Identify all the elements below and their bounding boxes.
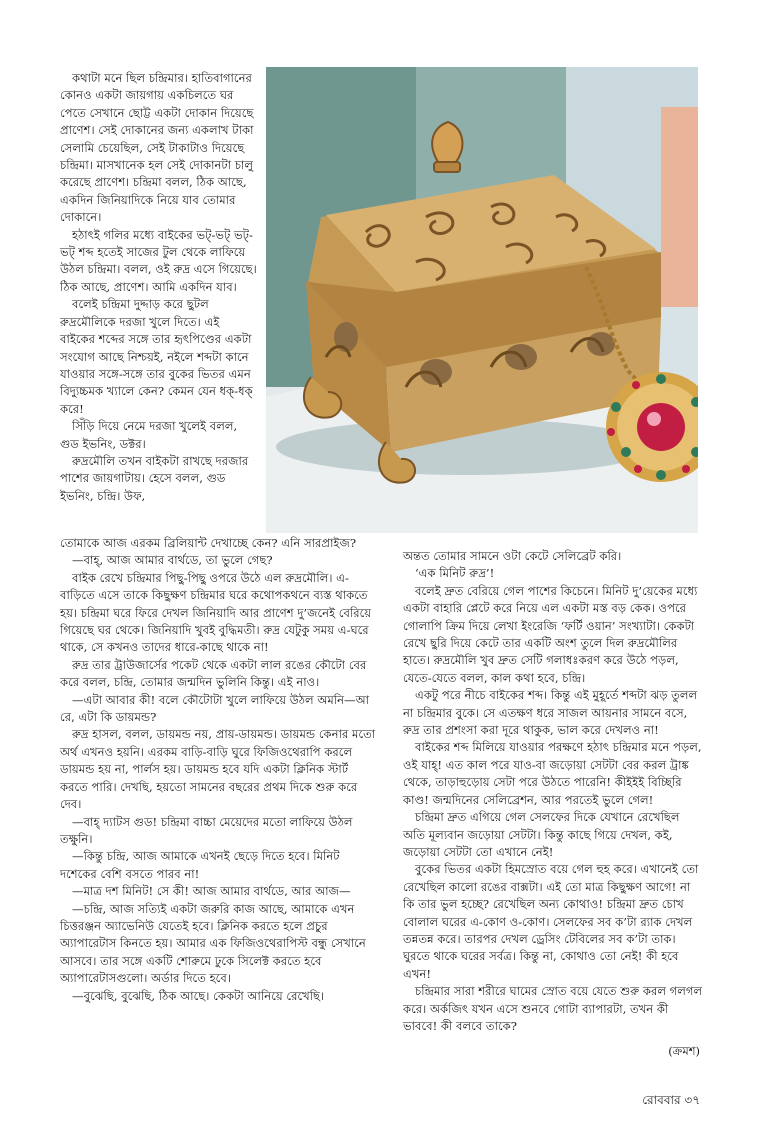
story-column-left-bottom — [60, 535, 378, 1005]
paragraph: একটু পরে নীচে বাইকের শব্দ। কিন্তু এই মুহূর্তে শব্দটা ঝড় তুলল না চন্দ্রিমার বুকে। সে এতক্ষণ ধরে সাজল আয়নার সামনে বসে, রুদ্র তার প্রশংসা করা দূরে থাকুক, ভাল করে দেখলও না! — [403, 688, 698, 738]
paragraph: বলেই দ্রুত বেরিয়ে গেল পাশের কিচেনে। মিনিট দু’য়েকের মধ্যে একটা বাহারি প্লেটে করে নিয়ে এল একটা মস্ত বড় কেক। ওপরে গোলাপি ক্রিম দিয়ে লেখা ইংরেজি ‘ফর্টি ওয়ান’ সংখ্যাটা। কেকটা রেখে ছুরি দিয়ে কেটে তার একটি অংশ তুলে দিল রুদ্রমৌলির হাতে। রুদ্রমৌলি খুব দ্রুত সেটি গলাধঃকরণ করে উঠে পড়ল, যেতে-যেতে বলল, কাল কথা হবে, চন্দ্রি। — [403, 583, 698, 685]
paragraph: —মাত্র দশ মিনিট! সে কী! আজ আমার বার্থডে, আর আজ— — [72, 884, 351, 899]
paragraph: —বাহ্‌, আজ আমার বার্থডে, তা ভুলে গেছ? — [72, 553, 273, 568]
paragraph: তোমাকে আজ এরকম ব্রিলিয়ান্ট দেখাচ্ছে কেন? এনি সারপ্রাইজ? — [60, 536, 357, 550]
paragraph: —এটা আবার কী! বলে কৌটোটা খুলে লাফিয়ে উঠল অমনি—আ রে, এটা কি ডায়মন্ড? — [60, 692, 370, 725]
paragraph: —বুঝেছি, বুঝেছি, ঠিক আছে। কেকটা আনিয়ে রেখেছি। — [72, 988, 325, 1003]
paragraph: অন্তত তোমার সামনে ওটা কেটে সেলিব্রেট করি। — [403, 549, 622, 563]
illustration-jewellery-box — [266, 67, 698, 533]
paragraph: বলেই চন্দ্রিমা দুদ্দাড় করে ছুটল রুদ্রমৌলিকে দরজা খুলে দিতে। এই বাইকের শব্দের সঙ্গে তার হৃৎপিণ্ডের একটা সংযোগ আছে নিশ্চয়ই, নইলে শব্দটা কানে যাওয়ার সঙ্গে-সঙ্গে তার বুকের ভিতর এমন বিদ্যুচ্চমক খ্যালে কেন? কেমন যেন ধক্‌-ধক্‌ করে! — [60, 297, 253, 416]
page-folio: রোববার ৩৭ — [642, 1093, 700, 1107]
paragraph: —কিন্তু চন্দ্রি, আজ আমাকে এখনই ছেড়ে দিতে হবে। মিনিট দশেকের বেশি বসতে পারব না! — [60, 849, 340, 881]
paragraph: সিঁড়ি দিয়ে নেমে দরজা খুলেই বলল, গুড ইভনিং, ডক্টর। — [60, 419, 238, 451]
paragraph: রুদ্র হাসল, বলল, ডায়মন্ড নয়, প্রায়-ডায়মন্ড। ডায়মন্ড কেনার মতো অর্থ এখনও হয়নি। এরকম বাড়ি-বাড়ি ঘুরে ফিজিওথেরাপি করলে ডায়মন্ড হয় না, পার্লস হয়। ডায়মন্ড হবে যদি একটা ক্লিনিক স্টার্ট করতে পারি। দেখছি, হয়তো সামনের বছরের প্রথম দিকে শুরু করে দেব। — [60, 727, 376, 812]
paragraph: —চন্দ্রি, আজ সত্যিই একটা জরুরি কাজ আছে, আমাকে এখন চিত্তরঞ্জন অ্যাভেনিউ যেতেই হবে। ক্লিনিক করতে হলে প্রচুর অ্যাপারেটাস কিনতে হয়। আমার এক ফিজিওথেরাপিস্ট বন্ধু সেখানে আসবে। তার সঙ্গে একটি শোরুমে ঢুকে সিলেক্ট করতে হবে অ্যাপারেটাসগুলো। অর্ডার দিতে হবে। — [60, 901, 366, 986]
paragraph: কথাটা মনে ছিল চন্দ্রিমার। হাতিবাগানের কোনও একটা জায়গায় একচিলতে ঘর পেতে সেখানে ছোট্ট একটা দোকান দিয়েছে প্রাণেশ। সেই দোকানের জন্য একলাখ টাকা সেলামি চেয়েছিল, সেই টাকাটাও দিয়েছে চন্দ্রিমা। মাসখানেক হল সেই দোকানটা চালু করেছে প্রাণেশ। চন্দ্রিমা বলল, ঠিক আছে, একদিন জিনিয়াদিকে নিয়ে যাব তোমার দোকানে। — [60, 71, 254, 225]
paragraph: চন্দ্রিমা দ্রুত এগিয়ে গেল সেলফের দিকে যেখানে রেখেছিল অতি মূল্যবান জড়োয়া সেটটা। কিন্তু কাছে গিয়ে দেখল, কই, জড়োয়া সেটটা তো এখানে নেই! — [403, 810, 680, 859]
paragraph: বুকের ভিতর একটা হিমস্রোত বয়ে গেল হুহ করে। এখানেই তো রেখেছিল কালো রঙের বাক্সটা। এই তো মাত্র কিছুক্ষণ আগে! না কি তার ভুল হচ্ছে? রেখেছিল অন্য কোথাও! চন্দ্রিমা দ্রুত চোখ বোলাল ঘরের এ-কোণ ও-কোণ। সেলফের সব ক’টা র‍্যাক দেখল তন্নতন্ন করে। তারপর দেখল ড্রেসিং টেবিলের সব ক’টা তাক। ঘুরতে থাকে ঘরের সর্বত্র। কিন্তু না, কোথাও তো নেই! কী হবে এখন! — [403, 862, 699, 981]
paragraph: বাইক রেখে চন্দ্রিমার পিছু-পিছু ওপরে উঠে এল রুদ্রমৌলি। এ-বাড়িতে এসে তাকে কিছুক্ষণ চন্দ্রিমার ঘরে কথোপকথনে ব্যস্ত থাকতে হয়। চন্দ্রিমা ঘরে ফিরে দেখল জিনিয়াদি আর প্রাণেশ দু’জনেই বেরিয়ে গিয়েছে ঘর থেকে। জিনিয়াদি খুবই বুদ্ধিমতী। রুদ্র যেটুকু সময় এ-ঘরে থাকে, সে কখনও তাদের ধারে-কাছে থাকে না! — [60, 570, 372, 655]
paragraph: হঠাৎই গলির মধ্যে বাইকের ভট্‌-ভট্‌ ভট্‌-ভট্‌ শব্দ হতেই সাজের টুল থেকে লাফিয়ে উঠল চন্দ্রিমা। বলল, ওই রুদ্র এসে গিয়েছে। ঠিক আছে, প্রাণেশ। আমি একদিন যাব। — [60, 227, 257, 294]
paragraph: ‘এক মিনিট রুদ্র’! — [415, 566, 495, 581]
story-column-right — [403, 548, 703, 1035]
paragraph: বাইকের শব্দ মিলিয়ে যাওয়ার পরক্ষণে হঠাৎ চন্দ্রিমার মনে পড়ল, ওই যাহ্‌! এত কাল পরে যাও-বা জড়োয়া সেটটা বের করল ট্রাঙ্ক থেকে, তাড়াহুড়োয় সেটা পরে উঠতে পারেনি! কীইইই বিচ্ছিরি কাণ্ড! জন্মদিনের সেলিব্রেশন, আর পরতেই ভুলে গেল! — [403, 740, 702, 807]
story-column-left-top — [60, 70, 258, 505]
paragraph: চন্দ্রিমার সারা শরীরে ঘামের স্রোত বয়ে যেতে শুরু করল গলগল করে। অর্কজিৎ যখন এসে শুনবে গোটা ব্যাপারটা, তখন কী ভাববে! কী বলবে তাকে? — [403, 984, 703, 1033]
paragraph: রুদ্রমৌলি তখন বাইকটা রাখছে দরজার পাশের জায়গাটায়। হেসে বলল, গুড ইভনিং, চন্দ্রি। উফ, — [60, 453, 249, 503]
paragraph: —বাহ্‌ দ্যাটস গুড! চন্দ্রিমা বাচ্চা মেয়েদের মতো লাফিয়ে উঠল তক্ষুনি। — [60, 814, 353, 846]
continued-marker: (ক্রমশ) — [668, 1044, 700, 1058]
paragraph: রুদ্র তার ট্রাউজার্সের পকেট থেকে একটা লাল রঙের কৌটো বের করে বলল, চন্দ্রি, তোমার জন্মদিন ভুলিনি কিন্তু। এই নাও। — [60, 657, 367, 690]
